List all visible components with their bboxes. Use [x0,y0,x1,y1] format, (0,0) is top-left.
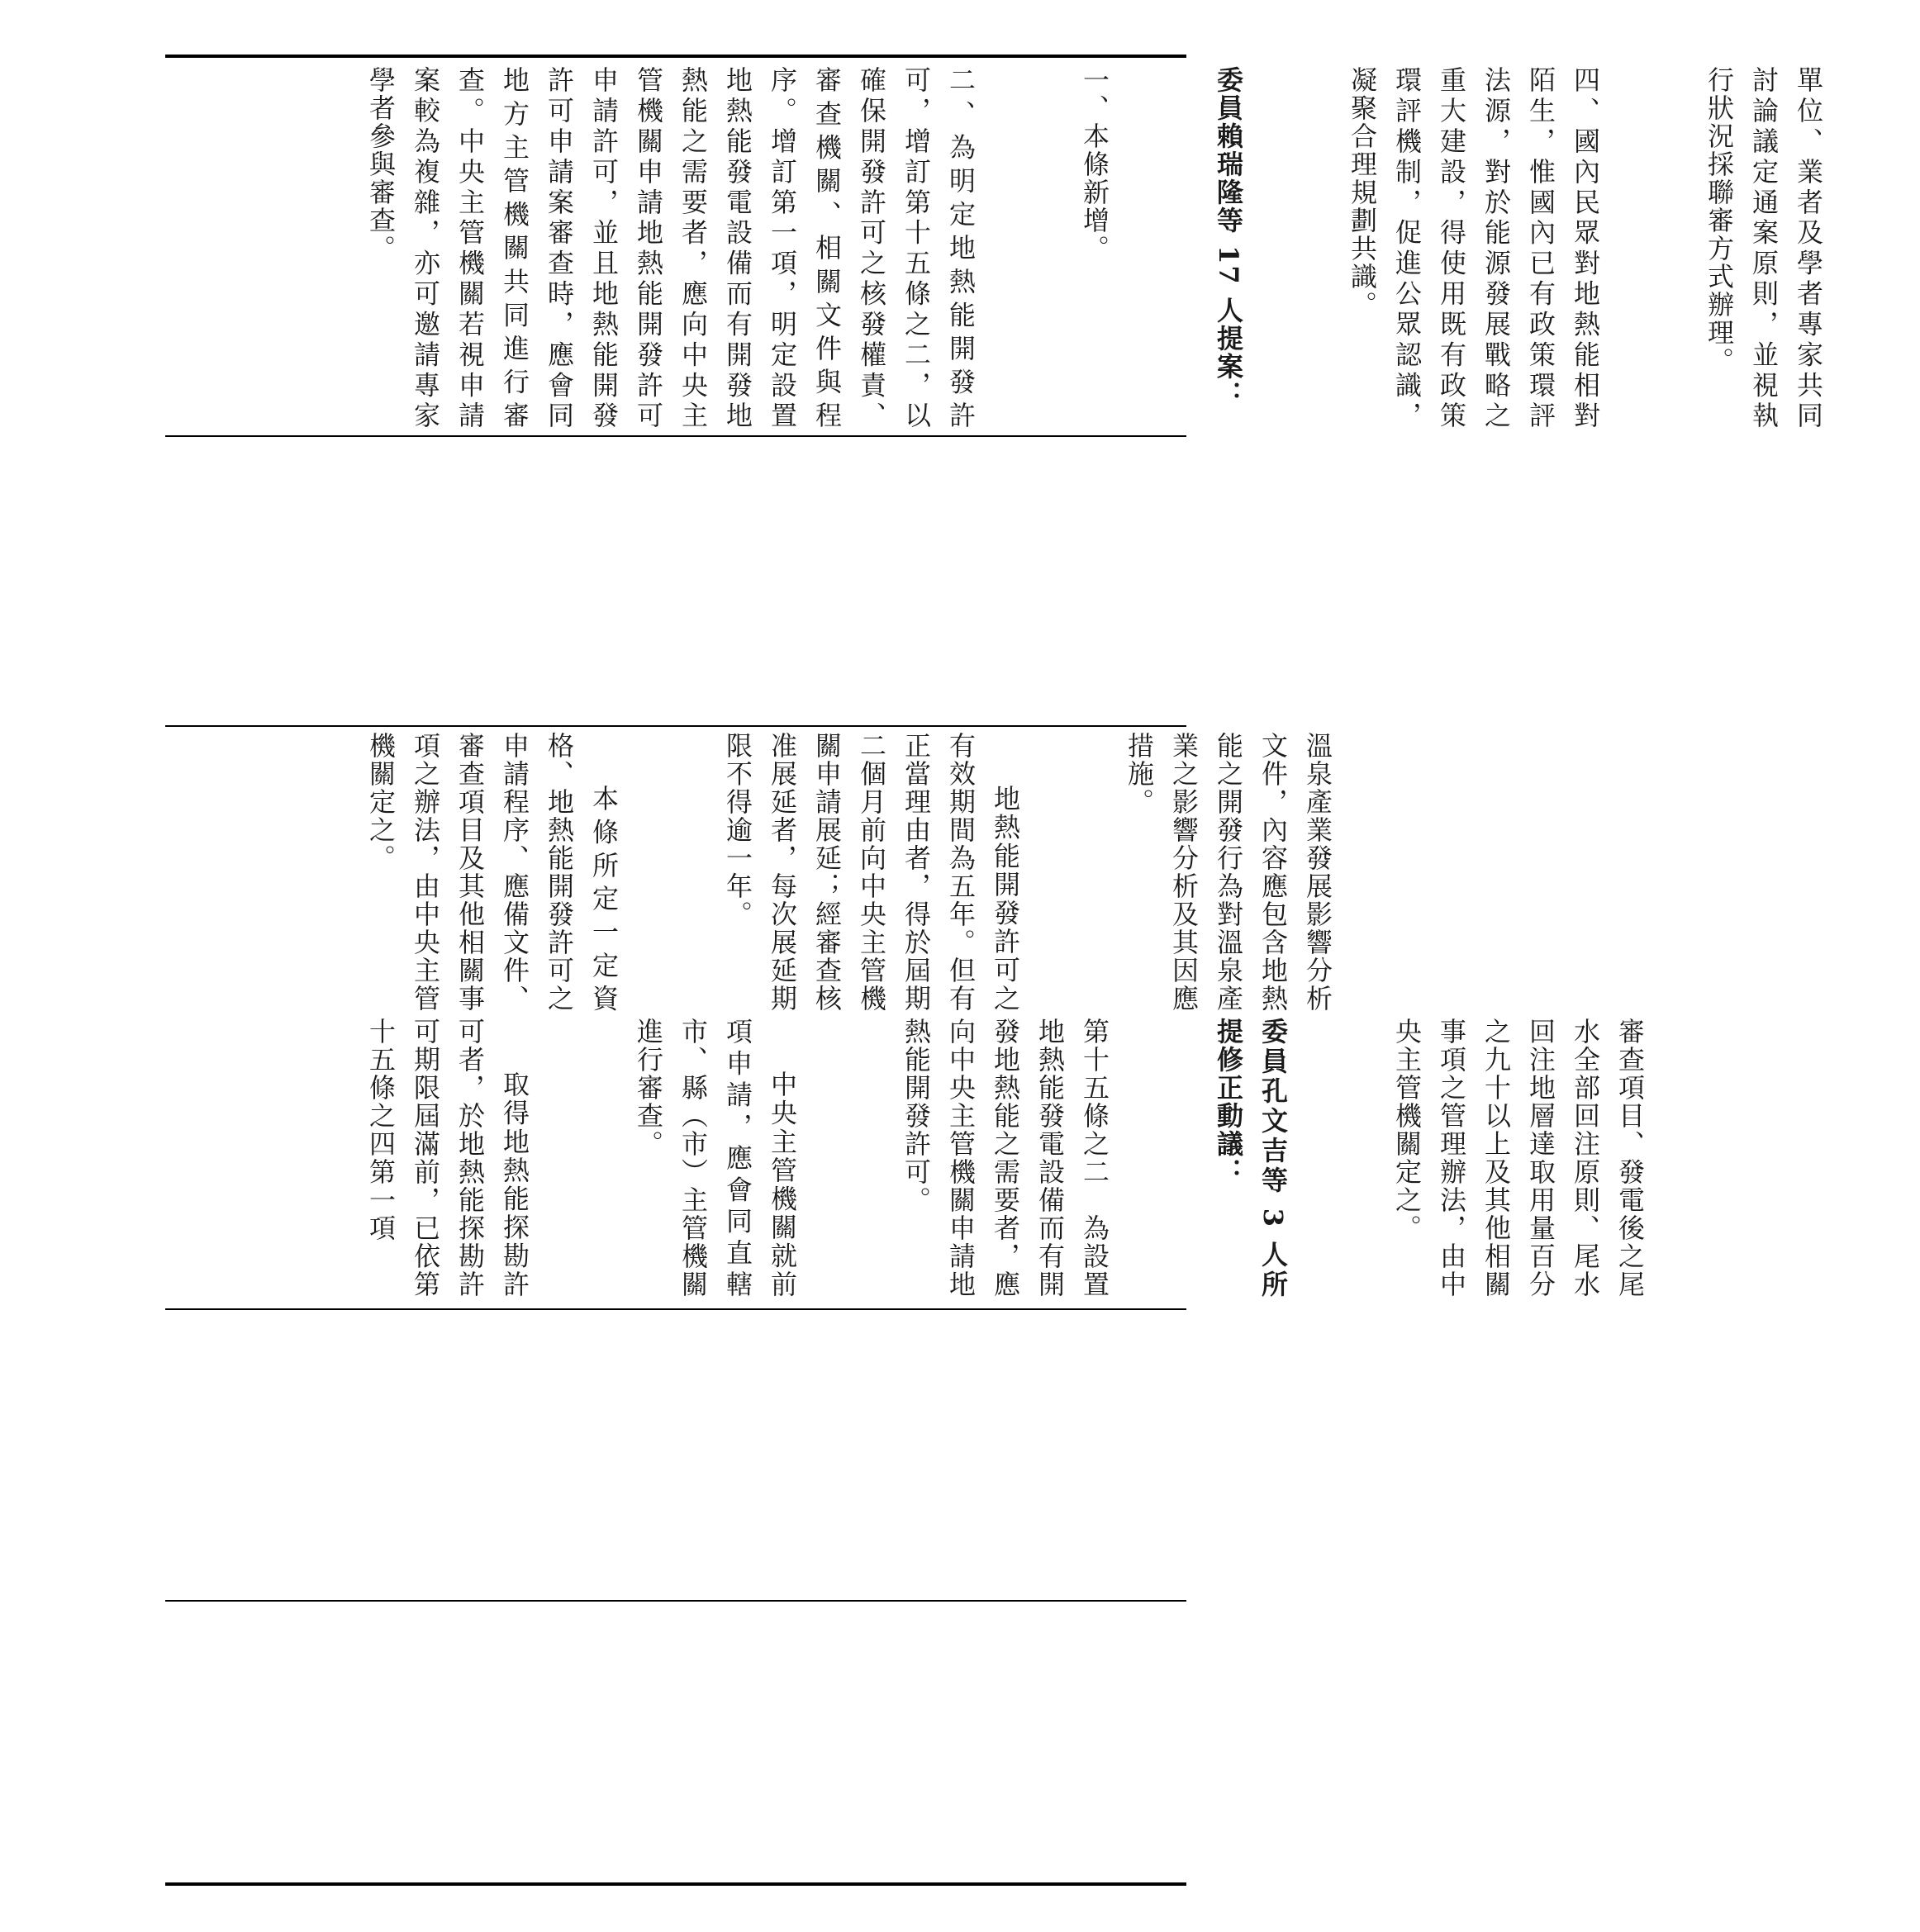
paragraph: 審查項目、發電後之尾水全部回注原則、尾水回注地層達取用量百分之九十以上及其他相關事項之管理辦法，由中央主管機關定之。 [1391,1018,1646,1298]
top-explanation-cell [269,66,1824,430]
middle-left-text [269,1018,1742,1298]
paragraph: 四、國內民眾對地熱能相對陌生，惟國內已有政策環評法源，對於能源發展戰略之重大建設，得使用既有政策環評機制，促進公眾認識，凝聚合理規劃共識。 [1347,66,1601,430]
paragraph: 二、為明定地熱能開發許可，增訂第十五條之二，以確保開發許可之核發權責、審查機關、相關文件與程序。增訂第一項，明定設置地熱能發電設備而有開發地熱能之需要者，應向中央主管機關申請地熱能開發許可申請許可，並且地熱能開發許可申請案審查時，應會同地方主管機關共同進行審查。中央主管機關若視申請案較為複雜，亦可邀請專家學者參與審查。 [365,66,977,430]
top-border [165,55,1186,58]
bottom-border [165,1882,1186,1886]
paragraph: 溫泉產業發展影響分析文件，內容應包含地熱能之開發行為對溫泉產業之影響分析及其因應措施。 [1124,732,1333,1013]
paragraph: 本條所定一定資格、地熱能開發許可之申請程序、應備文件、審查項目及其他相關事項之辦法，由中央主管機關定之。 [365,732,620,1013]
paragraph: 取得地熱能探勘許可者，於地熱能探勘許可期限屆滿前，已依第十五條之四第一項 [365,1018,530,1298]
middle-left-cell [269,1018,1646,1298]
row-divider-2 [165,725,1186,727]
paragraph: 一、本條新增。 [1079,66,1110,263]
paragraph: 第十五條之二 為設置地熱能發電設備而有開發地熱能之需要者，應向中央主管機關申請地熱能開發許可。 [901,1018,1110,1298]
proposal-heading: 委員賴瑞隆等 17 人提案： [1213,66,1244,409]
middle-right-cell [269,732,1333,1013]
motion-heading: 委員孔文吉等 3 人所提修正動議： [1213,1018,1289,1298]
top-explanation-text [269,66,1920,430]
middle-right-text [269,732,1429,1013]
row-divider-1 [165,435,1186,437]
row-divider-3 [165,1308,1186,1310]
paragraph: 中央主管機關就前項申請，應會同直轄市、縣（市）主管機關進行審查。 [633,1018,798,1298]
paragraph: 地熱能開發許可之有效期間為五年。但有正當理由者，得於屆期二個月前向中央主管機關申請展延；經審查核准展延者，每次展延期限不得逾一年。 [722,732,1021,1013]
row-divider-4 [165,1600,1186,1602]
paragraph: 單位、業者及學者專家共同討論議定通案原則，並視執行狀況採聯審方式辦理。 [1704,66,1824,430]
